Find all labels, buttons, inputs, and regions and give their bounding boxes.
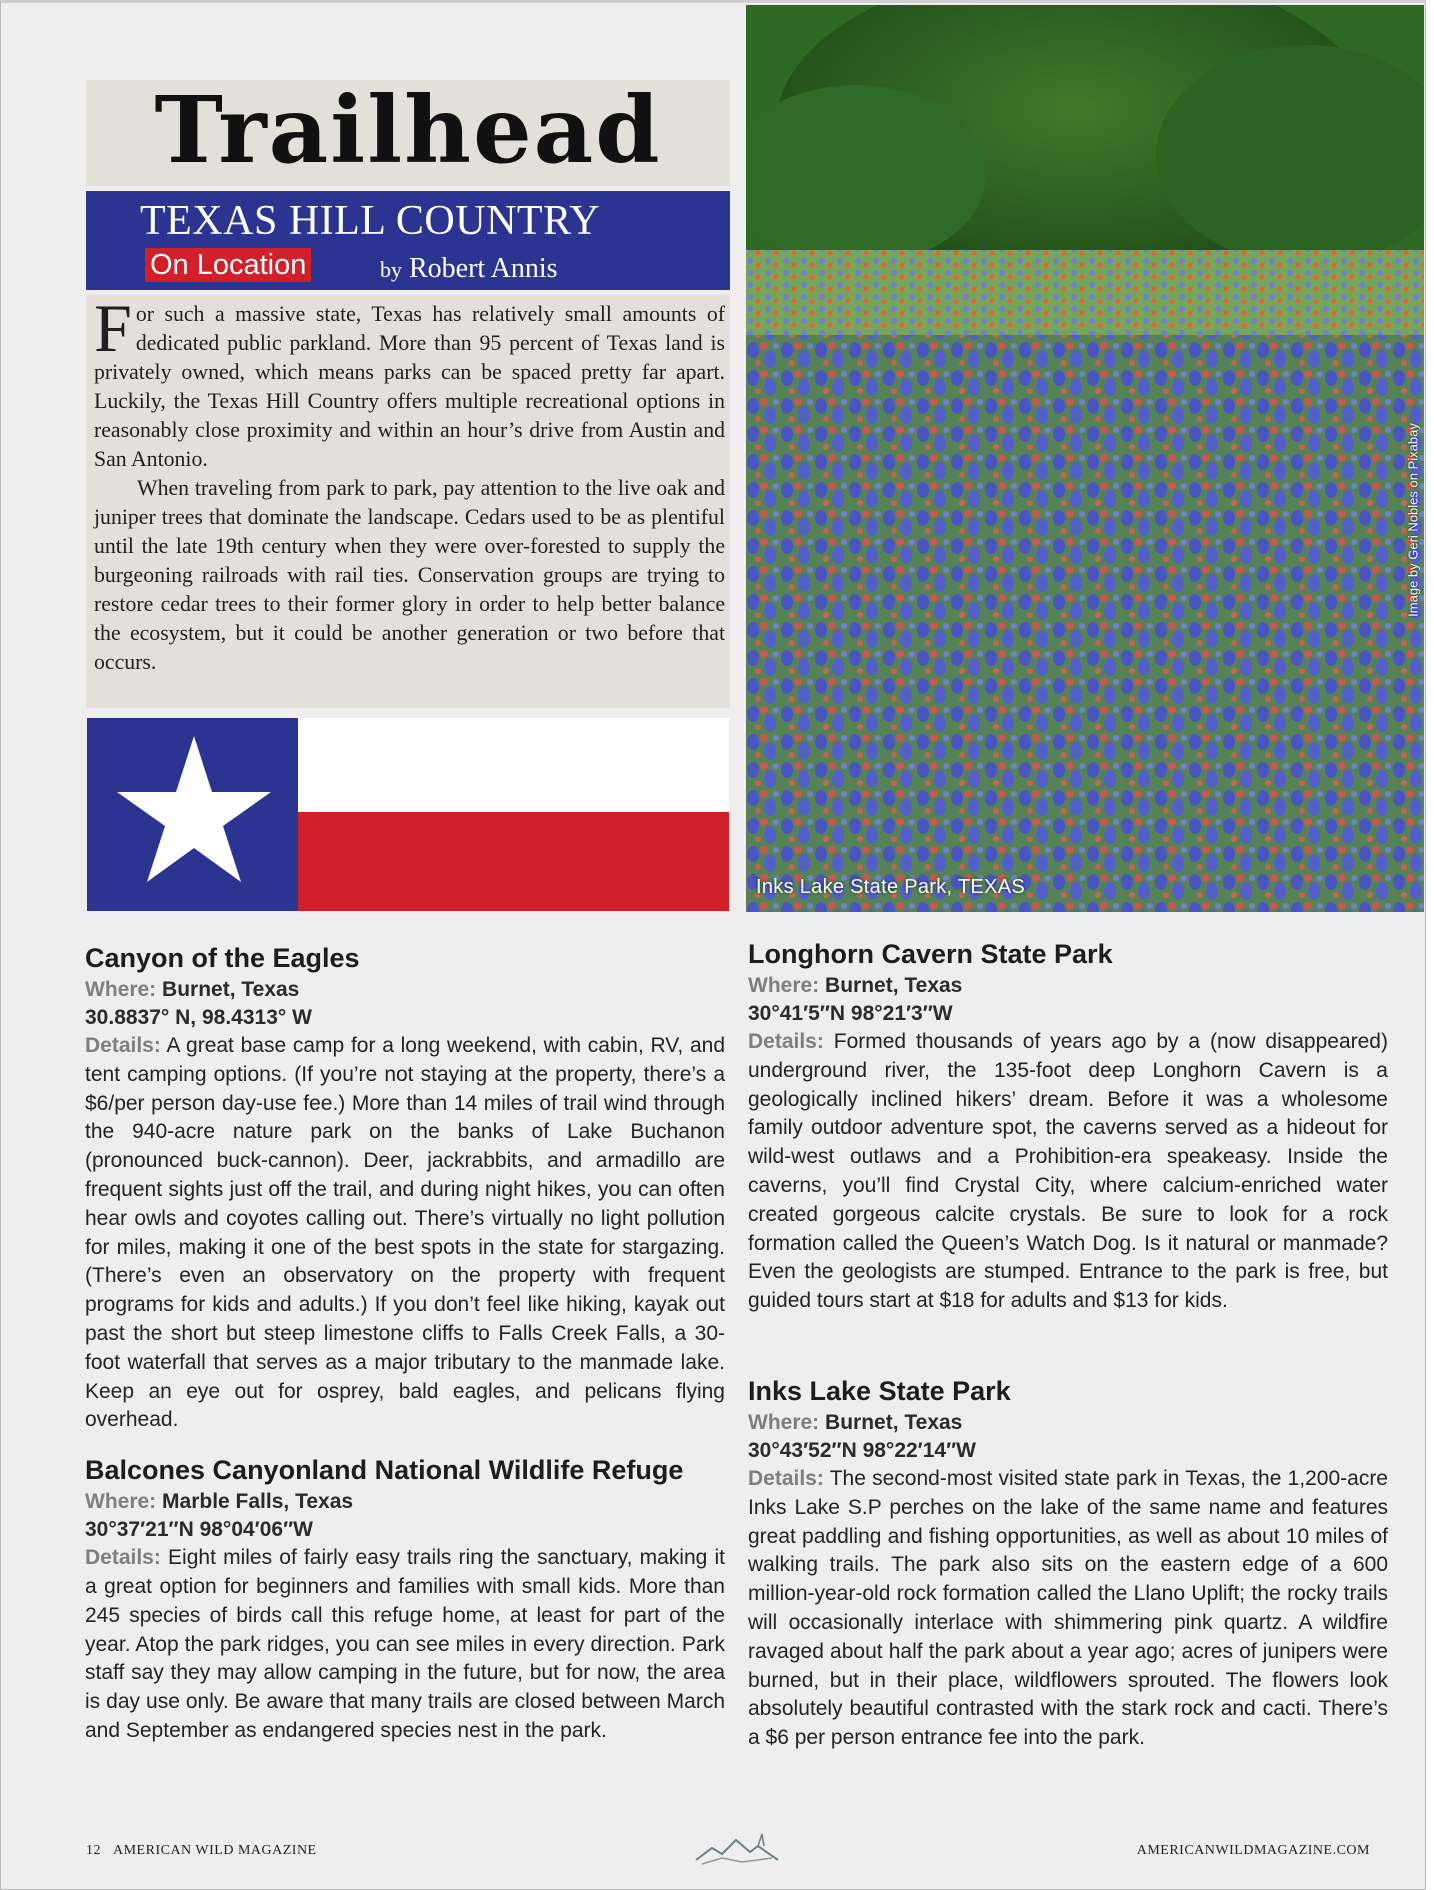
magazine-website: AMERICANWILDMAGAZINE.COM <box>1136 1843 1370 1858</box>
flag-red-stripe <box>298 812 729 911</box>
flag-white-stripe <box>298 718 729 812</box>
photo-credit: Image by Geri Nobles on Pixabay <box>1405 423 1421 617</box>
photo-caption: Inks Lake State Park, TEXAS <box>756 876 1025 898</box>
park-location <box>748 1409 1388 1437</box>
details-text: A great base camp for a long weekend, with cabin, RV, and tent camping options. (If you’re not staying at the property, there’s a $6/per person day-use fee.) More than 14 miles of trail wind through the 940-acre nature park on the banks of Lake Buchanon (pronounced buck-cannon). Deer, jackrabbits, and armadillo are frequent sights just off the trail, and during night hikes, you can often hear owls and coyotes calling out. There’s virtually no light pollution for miles, making it one of the best spots in the state for stargazing. (There’s even an observatory on the property with frequent programs for kids and adults.) If you don’t feel like hiking, kayak out past the short but steep limestone cliffs to Falls Creek Falls, a 30-foot waterfall that serves as a major tributary to the manmade lake. Keep an eye out for osprey, bald eagles, and pelicans flying overhead. <box>85 1034 725 1432</box>
park-section-longhorn-cavern <box>748 936 1388 1316</box>
page-number: 12 <box>86 1843 101 1858</box>
location-value: Marble Falls, Texas <box>162 1490 354 1514</box>
section-gap <box>85 1435 725 1452</box>
where-label: Where: <box>85 978 157 1001</box>
park-location <box>85 1488 725 1516</box>
where-label: Where: <box>85 1490 157 1514</box>
park-name: Balcones Canyonland National Wildlife Refuge <box>85 1455 684 1486</box>
wildflower-photo <box>746 5 1424 912</box>
section-subtitle: TEXAS HILL COUNTRY <box>140 198 601 244</box>
park-coordinates: 30°41′5″N 98°21′3″W <box>748 1002 953 1025</box>
on-location-badge: On Location <box>145 248 311 282</box>
park-section-inks-lake <box>748 1373 1388 1753</box>
location-value: Burnet, Texas <box>825 1410 963 1434</box>
park-details <box>85 1032 725 1435</box>
park-details <box>85 1544 725 1746</box>
park-coordinates: 30°43′52″N 98°22′14″W <box>748 1438 976 1462</box>
park-details <box>748 1465 1388 1753</box>
park-section-balcones <box>85 1452 725 1746</box>
park-location <box>748 972 1388 1000</box>
details-label: Details: <box>748 1030 824 1053</box>
park-details <box>748 1028 1388 1316</box>
park-coordinates: 30.8837° N, 98.4313° W <box>85 1006 312 1029</box>
intro-paragraph-1-text: or such a massive state, Texas has relatively small amounts of dedicated public parkland. More than 95 percent of Texas land is privately owned, which means parks can be spaced pretty far apart. Luckily, the Texas Hill Country offers multiple recreational options in reasonably close proximity and within an hour’s drive from Austin and San Antonio. <box>94 302 725 471</box>
details-text: The second-most visited state park in Texas, the 1,200-acre Inks Lake S.P perches on the lake of the same name and features great paddling and fishing opportunities, as well as about 10 miles of walking trails. The park also sits on the eastern edge of a 600 million-year-old rock formation called the Llano Uplift; the rocky trails will occasionally interlace with shimmering pink quartz. A wildfire ravaged about half the park about a year ago; acres of junipers were burned, but in their place, wildflowers sprouted. The flowers look absolutely beautiful contrasted with the stark rock and cacti. There’s a $6 per person entrance fee into the park. <box>748 1466 1388 1750</box>
park-name: Canyon of the Eagles <box>85 943 360 973</box>
right-column <box>748 936 1388 1753</box>
park-location <box>85 976 725 1004</box>
details-label: Details: <box>748 1466 824 1490</box>
section-gap <box>748 1316 1388 1373</box>
location-value: Burnet, Texas <box>825 974 963 997</box>
star-icon <box>114 730 274 890</box>
drop-cap: F <box>94 290 132 366</box>
footer-left <box>86 1843 317 1859</box>
intro-paragraph-2: When traveling from park to park, pay attention to the live oak and juniper trees that dominate the landscape. Cedars used to be as plentiful until the late 19th century when they were over-forested to supply the burgeoning railroads with rail ties. Conservation groups are trying to restore cedar trees to their former glory in order to help better balance the ecosystem, but it could be another generation or two before that occurs. <box>94 476 725 674</box>
park-name: Longhorn Cavern State Park <box>748 939 1113 969</box>
texas-flag <box>87 718 729 911</box>
park-section-canyon-of-the-eagles <box>85 940 725 1435</box>
magazine-name: AMERICAN WILD MAGAZINE <box>113 1843 317 1858</box>
byline <box>380 252 558 287</box>
location-value: Burnet, Texas <box>162 978 300 1001</box>
page-title: Trailhead <box>154 76 662 184</box>
byline-prefix: by <box>380 257 402 282</box>
details-label: Details: <box>85 1034 161 1057</box>
intro-paragraph-1 <box>94 290 725 474</box>
details-text: Eight miles of fairly easy trails ring the sanctuary, making it a great option for beginners and families with small kids. More than 245 species of birds call this refuge home, at least for part of the year. Atop the park ridges, you can see miles in every direction. Park staff say they may allow camping in the future, but for now, the area is day use only. Be aware that many trails are closed between March and September as endangered species nest in the park. <box>85 1546 725 1742</box>
mountain-logo-icon <box>692 1828 782 1868</box>
where-label: Where: <box>748 974 820 997</box>
author-name: Robert Annis <box>409 253 558 284</box>
details-text: Formed thousands of years ago by a (now disappeared) underground river, the 135-foot deep Longhorn Cavern is a geologically inclined hikers’ dream. Before it was a wholesome family outdoor adventure spot, the caverns served as a hideout for wild-west outlaws and a Prohibition-era speakeasy. Inside the caverns, you’ll find Crystal City, where calcium-enriched water created gorgeous calcite crystals. Be sure to look for a rock formation called the Queen’s Watch Dog. Is it natural or manmade? Even the geologists are stumped. Entrance to the park is free, but guided tours start at $18 for adults and $13 for kids. <box>748 1030 1388 1313</box>
park-name: Inks Lake State Park <box>748 1375 1011 1406</box>
details-label: Details: <box>85 1546 161 1570</box>
where-label: Where: <box>748 1410 820 1434</box>
intro-text <box>94 290 725 677</box>
left-column <box>85 940 725 1746</box>
park-coordinates: 30°37′21″N 98°04′06″W <box>85 1518 313 1542</box>
wildflower-field-image <box>746 5 1424 912</box>
